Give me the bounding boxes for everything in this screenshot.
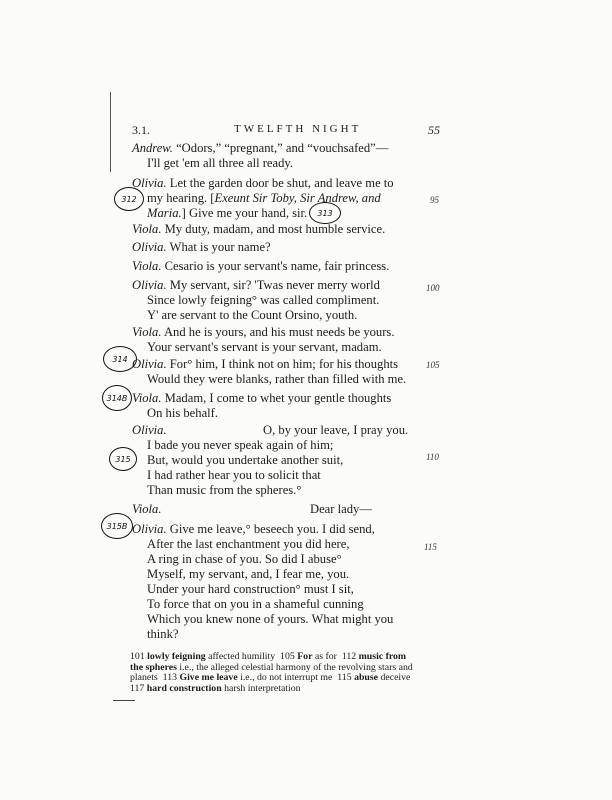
verse-line: I'll get 'em all three all ready. — [147, 156, 294, 170]
verse-line: Olivia. Let the garden door be shut, and leave me to — [132, 176, 394, 190]
line-number: 105 — [426, 360, 440, 370]
handwritten-mark: 314B — [102, 385, 132, 411]
verse-line: O, by your leave, I pray you. — [263, 423, 409, 437]
handwritten-mark: 314 — [103, 346, 137, 372]
footnotes: 101 lowly feigning affected humility 105 For as for 112 music from the spheres i.e., the alleged celestial harmony of the revolving stars and planets 113 Give me leave i.e., do not interrupt me 115 abuse deceive 117 hard construction harsh interpretation — [130, 651, 413, 694]
verse-line: A ring in chase of you. So did I abuse° — [147, 552, 342, 566]
verse-line: Would they were blanks, rather than filled with me. — [147, 372, 407, 386]
line-number: 115 — [424, 542, 437, 552]
margin-rule — [110, 92, 111, 172]
verse-line: Than music from the spheres.° — [147, 483, 302, 497]
verse-line: Myself, my servant, and, I fear me, you. — [147, 567, 350, 581]
stage-direction: Maria. — [147, 206, 182, 220]
verse-line: After the last enchantment you did here, — [147, 537, 350, 551]
verse-line: Which you knew none of yours. What might you — [147, 612, 394, 626]
verse-line: Under your hard construction° must I sit, — [147, 582, 354, 596]
page-number: 55 — [428, 123, 440, 137]
verse-line: my hearing. [Exeunt Sir Toby, Sir Andrew, and — [147, 191, 381, 205]
verse-line: But, would you undertake another suit, — [147, 453, 344, 467]
handwritten-mark: 315 — [109, 447, 137, 471]
verse-line: I had rather hear you to solicit that — [147, 468, 321, 482]
verse-line: To force that on you in a shameful cunning — [147, 597, 364, 611]
speaker: Andrew. — [132, 141, 173, 155]
verse-line: Olivia. Give me leave,° beseech you. I did send, — [132, 522, 375, 536]
line-number: 95 — [430, 195, 439, 205]
line-number: 110 — [426, 452, 439, 462]
verse-line: Since lowly feigning° was called compliment. — [147, 293, 380, 307]
verse-line: Viola. Madam, I come to whet your gentle thoughts — [132, 391, 392, 405]
running-title: TWELFTH NIGHT — [234, 123, 362, 135]
handwritten-mark: 313 — [309, 202, 341, 224]
speaker: Olivia. — [132, 423, 167, 437]
verse-line: On his behalf. — [147, 406, 218, 420]
verse-line: Maria.] Give me your hand, sir. — [147, 206, 308, 220]
verse-line: Olivia. What is your name? — [132, 240, 271, 254]
stage-direction: Exeunt Sir Toby, Sir Andrew, and — [214, 191, 381, 205]
handwritten-mark: 312 — [114, 187, 144, 211]
bottom-rule — [113, 700, 135, 701]
verse-line: think? — [147, 627, 179, 641]
verse-line: Olivia. My servant, sir? 'Twas never merry world — [132, 278, 380, 292]
speaker: Viola. — [132, 502, 162, 516]
handwritten-mark: 315B — [101, 513, 133, 539]
verse-line: Viola. And he is yours, and his must needs be yours. — [132, 325, 395, 339]
verse-line: Dear lady— — [310, 502, 372, 516]
line-number: 100 — [426, 283, 440, 293]
verse-line: Olivia. For° him, I think not on him; for his thoughts — [132, 357, 399, 371]
verse-line: Your servant's servant is your servant, madam. — [147, 340, 382, 354]
verse-line: I bade you never speak again of him; — [147, 438, 334, 452]
act-scene-label: 3.1. — [132, 123, 150, 137]
verse-line: Andrew. “Odors,” “pregnant,” and “vouchsafed”— — [132, 141, 389, 155]
verse-line: Viola. My duty, madam, and most humble service. — [132, 222, 386, 236]
verse-line: Y' are servant to the Count Orsino, youth. — [147, 308, 358, 322]
verse-line: Viola. Cesario is your servant's name, fair princess. — [132, 259, 390, 273]
